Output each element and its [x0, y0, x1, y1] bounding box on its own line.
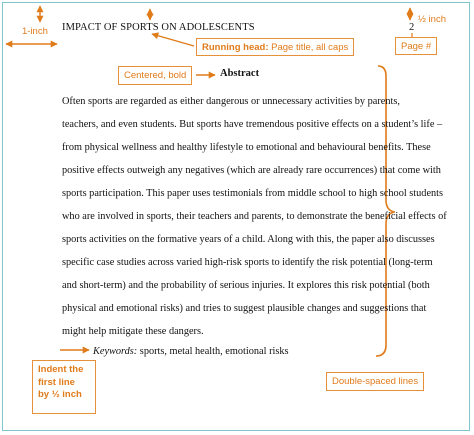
abstract-line: specific case studies across varied high-risk sports to identify the risk potential (long-term	[62, 257, 433, 268]
abstract-line: Often sports are regarded as either dangerous or unnecessary activities by parents,	[62, 96, 400, 107]
running-head-callout	[196, 38, 354, 56]
keywords-label: Keywords:	[93, 346, 138, 357]
indent-callout-line: first line	[38, 376, 75, 388]
abstract-line: and short-term) and the probability of serious injuries. It explores this risk potential (both	[62, 280, 430, 291]
indent-callout-line: by ½ inch	[38, 389, 82, 400]
abstract-line: who are involved in sports, their teachers and parents, to demonstrate the beneficial effects of	[62, 211, 447, 222]
one-inch-label: 1-inch	[22, 26, 48, 37]
abstract-line: from physical wellness and healthy lifestyle to emotional and behavioural benefits. These	[62, 142, 431, 153]
half-inch-label: ½ inch	[418, 14, 446, 25]
indent-callout-line: Indent the	[38, 364, 84, 375]
page-number-callout: Page #	[395, 37, 437, 55]
running-head-pointer	[152, 34, 194, 46]
abstract-line: might help mitigate these dangers.	[62, 326, 204, 337]
abstract-line: positive effects outweigh any negatives (which are already rare occurrences) that come with	[62, 165, 441, 176]
keywords-text: sports, metal health, emotional risks	[137, 346, 289, 357]
running-head-callout-desc: Page title, all caps	[268, 42, 349, 53]
abstract-line: physical and emotional risks) and tries to suggest plausible changes and suggestions that	[62, 303, 427, 314]
page-number: 2	[409, 22, 415, 33]
abstract-line: teachers, and even students. But sports have tremendous positive effects on a student’s life –	[62, 119, 443, 130]
abstract-line: sports activities on the formative years of a child. Along with this, the paper also discusses	[62, 234, 435, 245]
indent-callout	[32, 360, 96, 414]
keywords-line	[93, 346, 289, 357]
running-head-callout-label: Running head:	[202, 42, 269, 53]
abstract-title: Abstract	[220, 68, 260, 79]
double-spaced-callout: Double-spaced lines	[326, 372, 424, 391]
centered-bold-callout: Centered, bold	[118, 66, 192, 85]
running-head: IMPACT OF SPORTS ON ADOLESCENTS	[62, 22, 255, 33]
abstract-line: sports participation. This paper uses testimonials from middle school to high school students	[62, 188, 444, 199]
